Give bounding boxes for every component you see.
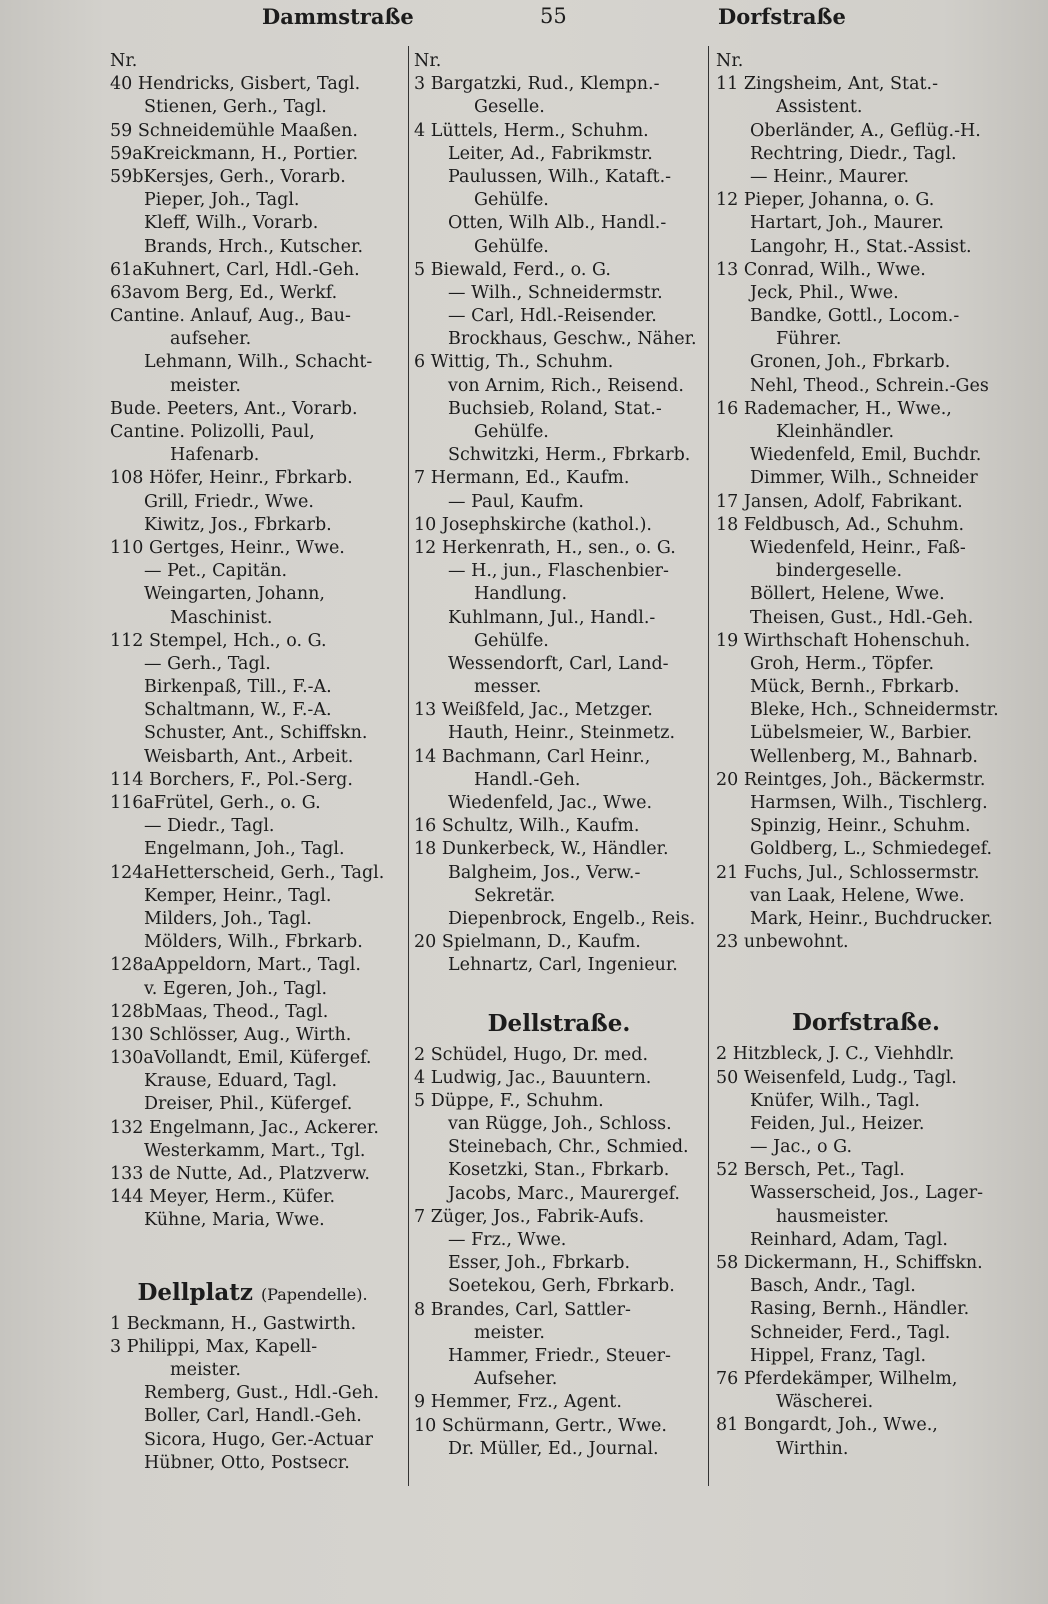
entry-line: Hauth, Heinr., Steinmetz. bbox=[448, 723, 676, 744]
entry-line: 20 Spielmann, D., Kaufm. bbox=[414, 932, 641, 953]
entry-line: 3 Philippi, Max, Kapell- bbox=[110, 1336, 318, 1357]
entry-line: — H., jun., Flaschenbier- bbox=[448, 561, 669, 582]
entry-line: Theisen, Gust., Hdl.-Geh. bbox=[750, 607, 974, 628]
entry-line: — Heinr., Maurer. bbox=[750, 166, 910, 187]
entry-line: 1 Beckmann, H., Gastwirth. bbox=[110, 1313, 357, 1334]
entry-line: Jacobs, Marc., Maurergef. bbox=[448, 1183, 680, 1204]
entry-line: Führer. bbox=[776, 329, 842, 350]
entry-line: Langohr, H., Stat.-Assist. bbox=[750, 236, 972, 257]
entry-line: Hafenarb. bbox=[170, 445, 260, 466]
entry-line: von Arnim, Rich., Reisend. bbox=[448, 375, 684, 396]
column-rule-1 bbox=[408, 46, 409, 1486]
entry-line: Engelmann, Joh., Tagl. bbox=[144, 839, 345, 860]
entry-line: Kosetzki, Stan., Fbrkarb. bbox=[448, 1160, 670, 1181]
entry-line: Dreiser, Phil., Küfergef. bbox=[144, 1094, 353, 1115]
entry-line: meister. bbox=[170, 375, 241, 396]
entry-line: Grill, Friedr., Wwe. bbox=[144, 491, 314, 512]
entry-line: Buchsieb, Roland, Stat.- bbox=[448, 398, 662, 419]
entry-line: 18 Dunkerbeck, W., Händler. bbox=[414, 839, 669, 860]
entry-line: Gehülfe. bbox=[474, 190, 549, 211]
entry-line: Wasserscheid, Jos., Lager- bbox=[750, 1183, 984, 1204]
entry-line: Wiedenfeld, Emil, Buchdr. bbox=[750, 445, 982, 466]
col2-entries bbox=[414, 50, 704, 978]
entry-line: 40 Hendricks, Gisbert, Tagl. bbox=[110, 74, 361, 95]
entry-line: Hübner, Otto, Postsecr. bbox=[144, 1452, 350, 1473]
entry-line: Spinzig, Heinr., Schuhm. bbox=[750, 816, 971, 837]
entry-line: 133 de Nutte, Ad., Platzverw. bbox=[110, 1164, 370, 1184]
entry-line: Wessendorft, Carl, Land- bbox=[448, 653, 669, 674]
entry-line: 9 Hemmer, Frz., Agent. bbox=[414, 1392, 622, 1413]
entry-line: Cantine. Anlauf, Aug., Bau- bbox=[110, 306, 351, 327]
col3b-entries bbox=[716, 1043, 1016, 1460]
entry-line: 7 Züger, Jos., Fabrik-Aufs. bbox=[414, 1206, 645, 1227]
entry-line: Gehülfe. bbox=[474, 236, 549, 257]
entry-line: Rechtring, Diedr., Tagl. bbox=[750, 143, 957, 164]
entry-line: Schuster, Ant., Schiffskn. bbox=[144, 723, 368, 744]
col2b-entries bbox=[414, 1044, 704, 1461]
entry-line: 16 Rademacher, H., Wwe., bbox=[716, 398, 952, 419]
entry-line: Gehülfe. bbox=[474, 422, 549, 442]
entry-line: 63avom Berg, Ed., Werkf. bbox=[110, 282, 338, 303]
entry-line: Bandke, Gottl., Locom.- bbox=[750, 306, 960, 327]
entry-line: 5 Düppe, F., Schuhm. bbox=[414, 1090, 604, 1111]
entry-line: 128bMaas, Theod., Tagl. bbox=[110, 1001, 329, 1022]
entry-line: — Pet., Capitän. bbox=[144, 561, 288, 582]
entry-line: meister. bbox=[170, 1359, 241, 1380]
entry-line: 19 Wirthschaft Hohenschuh. bbox=[716, 630, 971, 651]
entry-line: Handlung. bbox=[474, 584, 568, 605]
entry-line: Mölders, Wilh., Fbrkarb. bbox=[144, 932, 363, 953]
entry-line: Wiedenfeld, Heinr., Faß- bbox=[750, 537, 966, 558]
entry-line: Nr. bbox=[110, 51, 138, 71]
header-right: Dorfstraße bbox=[718, 4, 846, 29]
entry-line: 4 Lüttels, Herm., Schuhm. bbox=[414, 120, 649, 141]
entry-line: Dimmer, Wilh., Schneider bbox=[750, 468, 978, 489]
entry-line: 10 Josephskirche (kathol.). bbox=[414, 514, 652, 535]
page-header bbox=[0, 4, 1048, 36]
entry-line: Brockhaus, Geschw., Näher. bbox=[448, 329, 697, 350]
entry-line: aufseher. bbox=[170, 329, 252, 350]
entry-line: 144 Meyer, Herm., Küfer. bbox=[110, 1187, 336, 1208]
entry-line: 130aVollandt, Emil, Küfergef. bbox=[110, 1048, 372, 1069]
entry-line: — Diedr., Tagl. bbox=[144, 816, 275, 837]
column-1 bbox=[110, 50, 395, 1475]
entry-line: Stienen, Gerh., Tagl. bbox=[144, 97, 327, 118]
entry-line: Soetekou, Gerh, Fbrkarb. bbox=[448, 1276, 675, 1297]
entry-line: hausmeister. bbox=[776, 1206, 889, 1227]
entry-line: 13 Conrad, Wilh., Wwe. bbox=[716, 259, 926, 280]
entry-line: Mück, Bernh., Fbrkarb. bbox=[750, 677, 960, 698]
entry-line: Weingarten, Johann, bbox=[144, 584, 325, 605]
entry-line: Brands, Hrch., Kutscher. bbox=[144, 236, 364, 257]
entry-line: Cantine. Polizolli, Paul, bbox=[110, 422, 315, 442]
entry-line: Groh, Herm., Töpfer. bbox=[750, 653, 935, 674]
entry-line: Kiwitz, Jos., Fbrkarb. bbox=[144, 514, 332, 535]
entry-line: Diepenbrock, Engelb., Reis. bbox=[448, 908, 696, 929]
entry-line: Oberländer, A., Geflüg.-H. bbox=[750, 120, 981, 141]
entry-line: Nehl, Theod., Schrein.-Ges bbox=[750, 375, 989, 396]
entry-line: Reinhard, Adam, Tagl. bbox=[750, 1229, 948, 1250]
entry-line: Lehmann, Wilh., Schacht- bbox=[144, 352, 373, 373]
entry-line: 6 Wittig, Th., Schuhm. bbox=[414, 352, 614, 373]
entry-line: van Laak, Helene, Wwe. bbox=[750, 885, 965, 906]
entry-line: Gehülfe. bbox=[474, 630, 549, 651]
entry-line: — Wilh., Schneidermstr. bbox=[448, 282, 663, 303]
entry-line: Wiedenfeld, Jac., Wwe. bbox=[448, 793, 653, 813]
entry-line: Mark, Heinr., Buchdrucker. bbox=[750, 908, 993, 929]
entry-line: Nr. bbox=[716, 51, 744, 71]
section-title-dorfstrasse: Dorfstraße. bbox=[791, 1009, 940, 1037]
entry-line: 11 Zingsheim, Ant, Stat.- bbox=[716, 74, 939, 95]
entry-line: Hippel, Franz, Tagl. bbox=[750, 1345, 927, 1366]
entry-line: 5 Biewald, Ferd., o. G. bbox=[414, 259, 611, 280]
entry-line: 17 Jansen, Adolf, Fabrikant. bbox=[716, 491, 963, 512]
entry-line: 2 Hitzbleck, J. C., Viehhdlr. bbox=[716, 1044, 955, 1065]
entry-line: — Gerh., Tagl. bbox=[144, 653, 271, 674]
entry-line: Schwitzki, Herm., Fbrkarb. bbox=[448, 445, 691, 466]
entry-line: Kemper, Heinr., Tagl. bbox=[144, 885, 332, 906]
entry-line: meister. bbox=[474, 1322, 545, 1343]
section-title-dellstrasse: Dellstraße. bbox=[487, 1009, 631, 1037]
entry-line: 14 Bachmann, Carl Heinr., bbox=[414, 746, 651, 767]
entry-line: Paulussen, Wilh., Kataft.- bbox=[448, 166, 672, 187]
section-title-dellplatz: Dellplatz (Papendelle). bbox=[137, 1278, 368, 1306]
entry-line: 4 Ludwig, Jac., Bauuntern. bbox=[414, 1067, 652, 1088]
entry-line: Lübelsmeier, W., Barbier. bbox=[750, 723, 972, 744]
entry-line: Wäscherei. bbox=[776, 1392, 874, 1413]
entry-line: Milders, Joh., Tagl. bbox=[144, 908, 312, 929]
entry-line: Feiden, Jul., Heizer. bbox=[750, 1113, 925, 1134]
entry-line: Goldberg, L., Schmiedegef. bbox=[750, 839, 993, 860]
entry-line: — Paul, Kaufm. bbox=[448, 491, 584, 512]
entry-line: 50 Weisenfeld, Ludg., Tagl. bbox=[716, 1067, 957, 1088]
entry-line: Westerkamm, Mart., Tgl. bbox=[144, 1140, 366, 1161]
entry-line: — Carl, Hdl.-Reisender. bbox=[448, 306, 657, 327]
entry-line: Wirthin. bbox=[776, 1438, 849, 1459]
entry-line: — Jac., o G. bbox=[750, 1137, 853, 1158]
entry-line: Krause, Eduard, Tagl. bbox=[144, 1071, 338, 1092]
entry-line: Otten, Wilh Alb., Handl.- bbox=[448, 213, 667, 234]
entry-line: 110 Gertges, Heinr., Wwe. bbox=[110, 537, 345, 558]
page-number: 55 bbox=[540, 4, 567, 28]
entry-line: 7 Hermann, Ed., Kaufm. bbox=[414, 468, 630, 489]
col3-entries bbox=[716, 50, 1016, 954]
entry-line: 108 Höfer, Heinr., Fbrkarb. bbox=[110, 468, 353, 489]
entry-line: messer. bbox=[474, 677, 542, 698]
entry-line: 58 Dickermann, H., Schiffskn. bbox=[716, 1253, 983, 1273]
entry-line: 3 Bargatzki, Rud., Klempn.- bbox=[414, 74, 660, 95]
column-rule-2 bbox=[708, 46, 709, 1486]
entry-line: 114 Borchers, F., Pol.-Serg. bbox=[110, 769, 353, 790]
entry-line: Knüfer, Wilh., Tagl. bbox=[750, 1090, 920, 1111]
entry-line: 59 Schneidemühle Maaßen. bbox=[110, 120, 358, 141]
entry-line: Handl.-Geh. bbox=[474, 769, 581, 790]
entry-line: 10 Schürmann, Gertr., Wwe. bbox=[414, 1415, 667, 1436]
column-3 bbox=[716, 50, 1016, 1461]
entry-line: Lehnartz, Carl, Ingenieur. bbox=[448, 955, 678, 976]
entry-line: Kuhlmann, Jul., Handl.- bbox=[448, 607, 656, 628]
entry-line: Wellenberg, M., Bahnarb. bbox=[750, 746, 978, 767]
entry-line: Kleinhändler. bbox=[776, 422, 895, 442]
entry-line: 18 Feldbusch, Ad., Schuhm. bbox=[716, 514, 965, 535]
entry-line: Birkenpaß, Till., F.-A. bbox=[144, 677, 332, 698]
entry-line: 13 Weißfeld, Jac., Metzger. bbox=[414, 700, 653, 721]
entry-line: Esser, Joh., Fbrkarb. bbox=[448, 1253, 631, 1274]
entry-line: 12 Herkenrath, H., sen., o. G. bbox=[414, 537, 676, 558]
entry-line: Boller, Carl, Handl.-Geh. bbox=[144, 1406, 362, 1427]
entry-line: Schaltmann, W., F.-A. bbox=[144, 700, 332, 721]
entry-line: Bleke, Hch., Schneidermstr. bbox=[750, 700, 999, 721]
entry-line: Steinebach, Chr., Schmied. bbox=[448, 1137, 689, 1158]
column-2 bbox=[414, 50, 704, 1461]
entry-line: 61aKuhnert, Carl, Hdl.-Geh. bbox=[110, 259, 360, 280]
entry-line: 81 Bongardt, Joh., Wwe., bbox=[716, 1415, 938, 1436]
entry-line: Sekretär. bbox=[474, 885, 556, 906]
entry-line: Böllert, Helene, Wwe. bbox=[750, 584, 945, 605]
entry-line: 124aHetterscheid, Gerh., Tagl. bbox=[110, 862, 385, 883]
entry-line: Assistent. bbox=[776, 97, 863, 118]
entry-line: 21 Fuchs, Jul., Schlossermstr. bbox=[716, 862, 980, 883]
entry-line: 112 Stempel, Hch., o. G. bbox=[110, 630, 327, 651]
entry-line: 76 Pferdekämper, Wilhelm, bbox=[716, 1368, 958, 1389]
entry-line: 52 Bersch, Pet., Tagl. bbox=[716, 1160, 905, 1181]
entry-line: Leiter, Ad., Fabrikmstr. bbox=[448, 143, 653, 164]
header-left: Dammstraße bbox=[262, 4, 414, 29]
entry-line: Kleff, Wilh., Vorarb. bbox=[144, 213, 319, 234]
col1-entries bbox=[110, 50, 395, 1233]
entry-line: 16 Schultz, Wilh., Kaufm. bbox=[414, 816, 640, 837]
entry-line: 2 Schüdel, Hugo, Dr. med. bbox=[414, 1044, 649, 1065]
entry-line: 128aAppeldorn, Mart., Tagl. bbox=[110, 955, 361, 976]
entry-line: 59bKersjes, Gerh., Vorarb. bbox=[110, 166, 346, 187]
entry-line: Hartart, Joh., Maurer. bbox=[750, 213, 944, 234]
entry-line: 20 Reintges, Joh., Bäckermstr. bbox=[716, 769, 986, 790]
entry-line: 23 unbewohnt. bbox=[716, 932, 849, 953]
entry-line: 12 Pieper, Johanna, o. G. bbox=[716, 190, 935, 211]
entry-line: Dr. Müller, Ed., Journal. bbox=[448, 1438, 659, 1459]
entry-line: 8 Brandes, Carl, Sattler- bbox=[414, 1299, 631, 1320]
entry-line: Pieper, Joh., Tagl. bbox=[144, 190, 300, 211]
entry-line: 130 Schlösser, Aug., Wirth. bbox=[110, 1024, 352, 1045]
entry-line: 116aFrütel, Gerh., o. G. bbox=[110, 793, 321, 813]
entry-line: Geselle. bbox=[474, 97, 545, 118]
entry-line: Kühne, Maria, Wwe. bbox=[144, 1210, 325, 1231]
entry-line: Nr. bbox=[414, 51, 442, 71]
entry-line: 59aKreickmann, H., Portier. bbox=[110, 143, 359, 164]
entry-line: Aufseher. bbox=[474, 1369, 558, 1390]
entry-line: van Rügge, Joh., Schloss. bbox=[448, 1114, 672, 1135]
entry-line: Maschinist. bbox=[170, 607, 273, 628]
entry-line: Jeck, Phil., Wwe. bbox=[750, 282, 899, 303]
entry-line: Balgheim, Jos., Verw.- bbox=[448, 862, 641, 883]
entry-line: v. Egeren, Joh., Tagl. bbox=[144, 978, 328, 999]
col1b-entries bbox=[110, 1313, 395, 1475]
entry-line: Basch, Andr., Tagl. bbox=[750, 1276, 916, 1297]
entry-line: — Frz., Wwe. bbox=[448, 1230, 567, 1250]
entry-line: Weisbarth, Ant., Arbeit. bbox=[144, 746, 354, 767]
entry-line: bindergeselle. bbox=[776, 561, 903, 582]
entry-line: Bude. Peeters, Ant., Vorarb. bbox=[110, 398, 358, 419]
entry-line: Rasing, Bernh., Händler. bbox=[750, 1299, 970, 1320]
entry-line: Schneider, Ferd., Tagl. bbox=[750, 1322, 951, 1343]
entry-line: Sicora, Hugo, Ger.-Actuar bbox=[144, 1429, 374, 1450]
entry-line: Remberg, Gust., Hdl.-Geh. bbox=[144, 1383, 380, 1404]
entry-line: Hammer, Friedr., Steuer- bbox=[448, 1345, 671, 1366]
entry-line: Harmsen, Wilh., Tischlerg. bbox=[750, 793, 988, 813]
entry-line: 132 Engelmann, Jac., Ackerer. bbox=[110, 1117, 379, 1138]
entry-line: Gronen, Joh., Fbrkarb. bbox=[750, 352, 951, 373]
